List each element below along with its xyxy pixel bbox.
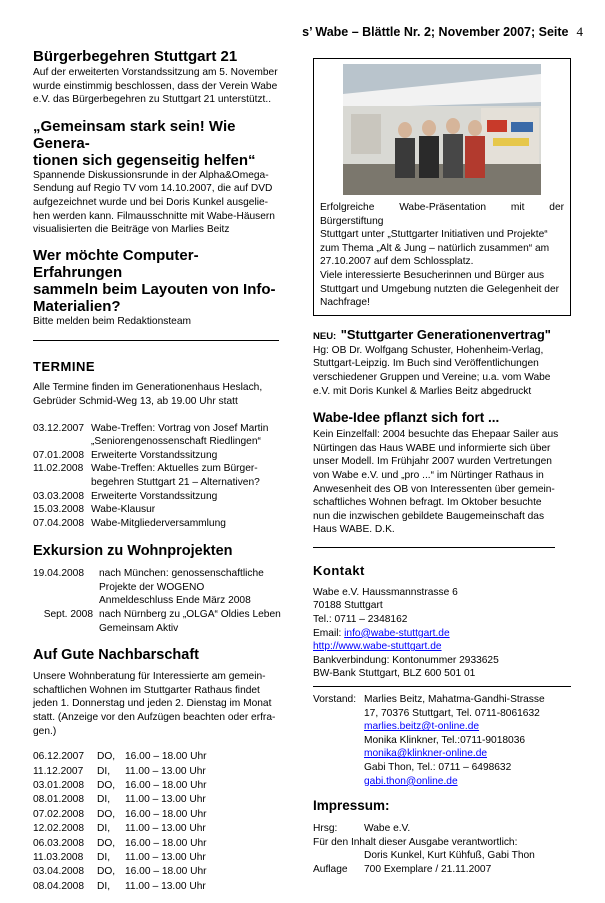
schedule-day: DI, xyxy=(97,852,111,864)
auflage-row xyxy=(313,863,571,877)
schedule-row xyxy=(33,765,287,779)
caption-line: Erfolgreiche Wabe-Präsentation mit der Bürgerstiftung xyxy=(320,202,564,227)
vorstand-list xyxy=(364,693,571,788)
list-item xyxy=(33,608,287,622)
item-text: nach Nürnberg zu „OLGA“ Oldies Leben xyxy=(99,609,281,621)
event-photo xyxy=(343,64,541,195)
text-line: von Wabe e.V. und „pro ...“ im Nürtinger Rathaus in xyxy=(313,469,544,481)
buergerbegehren-text xyxy=(33,66,287,107)
schedule-date: 12.02.2008 xyxy=(33,823,84,835)
schedule-row xyxy=(33,880,287,894)
text-line: Gebrüder Schmid-Weg 13, ab 19.00 Uhr statt xyxy=(33,395,238,407)
text-line: visualisierten die Beiträge von Marlies Beitz xyxy=(33,224,230,236)
schedule-day: DO, xyxy=(97,808,116,820)
left-column xyxy=(33,48,287,894)
beratung-schedule xyxy=(33,750,287,894)
schedule-row xyxy=(33,793,287,807)
vertrag-text xyxy=(313,344,571,398)
text-line: e.V. das Bürgerbegehren zu Stuttgart 21 unterstützt.. xyxy=(33,94,272,106)
caption-line: zum Thema „Alt & Jung – natürlich zusammen“ am xyxy=(320,242,550,254)
header-title: s’ Wabe – Blättle Nr. 2; November 2007; Seite xyxy=(302,25,569,39)
vorstand-label: Vorstand: xyxy=(313,694,357,706)
auflage-label: Auflage xyxy=(313,863,348,875)
title-line: Wer möchte Computer-Erfahrungen xyxy=(33,246,199,281)
exkursion-title: Exkursion zu Wohnprojekten xyxy=(33,543,233,560)
schedule-row xyxy=(33,779,287,793)
item-text: nach München: genossenschaftliche xyxy=(99,568,264,580)
email-link[interactable]: gabi.thon@online.de xyxy=(364,775,458,787)
schedule-date: 03.04.2008 xyxy=(33,866,84,878)
caption-line: 27.10.2007 auf dem Schlossplatz. xyxy=(320,256,474,268)
text-line: Wabe e.V. Haussmannstrasse 6 xyxy=(313,586,458,598)
text-line: statt. (Anzeige vor den Aufzügen beachten oder erfra- xyxy=(33,712,276,724)
item-text: Gemeinsam Aktiv xyxy=(99,622,179,634)
termine-title: TERMINE xyxy=(33,359,95,375)
schedule-time: 16.00 – 18.00 Uhr xyxy=(125,866,207,878)
title-line: sammeln beim Layouten von Info- xyxy=(33,280,276,298)
email-link[interactable]: marlies.beitz@t-online.de xyxy=(364,721,480,733)
title-line: tionen sich gegenseitig helfen“ xyxy=(33,151,256,169)
text-line: schaftlichen Wohnen im Stuttgarter Rathaus findet xyxy=(33,684,260,696)
gemeinsam-section xyxy=(33,118,287,237)
list-item xyxy=(33,567,287,581)
title-line: Materialien? xyxy=(33,297,121,315)
item-text: Wabe-Mitgliederversammlung xyxy=(91,517,226,529)
text-line: Anwesenheit des OB von Interessenten über gemein- xyxy=(313,483,555,495)
schedule-date: 06.03.2008 xyxy=(33,837,84,849)
schedule-date: 07.02.2008 xyxy=(33,808,84,820)
item-text: Erweiterte Vorstandssitzung xyxy=(91,490,218,502)
termine-list xyxy=(33,422,287,531)
text-line: wurde einstimmig beschlossen, dass der Verein Wabe xyxy=(33,80,278,92)
schedule-row xyxy=(33,865,287,879)
nachbarschaft-title: Auf Gute Nachbarschaft xyxy=(33,647,199,664)
list-item xyxy=(33,490,287,504)
schedule-row xyxy=(33,750,287,764)
kontakt-title: Kontakt xyxy=(313,562,365,578)
schedule-row xyxy=(33,822,287,836)
vorstand-line: Gabi Thon, Tel.: 0711 – 6498632 xyxy=(364,762,512,773)
idee-section xyxy=(313,410,571,537)
email-line xyxy=(313,627,571,641)
caption-line: Viele interessierte Besucherinnen und Bürger aus xyxy=(320,269,545,281)
list-item xyxy=(33,462,287,476)
schedule-time: 11.00 – 13.00 Uhr xyxy=(125,880,206,892)
schedule-time: 16.00 – 18.00 Uhr xyxy=(125,837,207,849)
text-line: Kein Einzelfall: 2004 besuchte das Ehepaar Sailer aus xyxy=(313,429,559,441)
text-line: Bankverbindung: Kontonummer 2933625 xyxy=(313,654,499,666)
impressum-title: Impressum: xyxy=(313,798,390,814)
text-line: unser Modell. Im Frühjahr 2007 wurden Vertretungen xyxy=(313,456,552,468)
schedule-day: DI, xyxy=(97,794,111,806)
item-date: 03.12.2007 xyxy=(33,422,84,434)
item-text: Projekte der WOGENO xyxy=(99,581,205,593)
item-date: 07.01.2008 xyxy=(33,449,84,461)
exkursion-list xyxy=(33,567,287,635)
schedule-time: 16.00 – 18.00 Uhr xyxy=(125,780,207,792)
vorstand-line: Monika Klinkner, Tel.:0711-9018036 xyxy=(364,734,526,746)
schedule-day: DI, xyxy=(97,823,111,835)
item-text: Erweiterte Vorstandssitzung xyxy=(91,449,218,461)
text-line: nun die inzwischen gebildete Baugemeinschaft das xyxy=(313,510,545,522)
item-text: Wabe-Treffen: Aktuelles zum Bürger- xyxy=(91,463,258,475)
schedule-day: DI, xyxy=(97,880,111,892)
schedule-day: DO, xyxy=(97,780,116,792)
schedule-day: DO, xyxy=(97,837,116,849)
schedule-day: DO, xyxy=(97,866,116,878)
title-line: „Gemeinsam stark sein! Wie Genera- xyxy=(33,117,236,152)
item-date: 11.02.2008 xyxy=(33,463,84,475)
list-item xyxy=(33,517,287,531)
nachbarschaft-text xyxy=(33,670,287,738)
schedule-time: 11.00 – 13.00 Uhr xyxy=(125,794,206,806)
email-link[interactable]: info@wabe-stuttgart.de xyxy=(344,627,450,639)
item-text: „Seniorengenossenschaft Riedlingen“ xyxy=(91,436,261,448)
computer-text: Bitte melden beim Redaktionsteam xyxy=(33,315,191,327)
item-text: Anmeldeschluss Ende März 2008 xyxy=(99,595,251,607)
schedule-date: 06.12.2007 xyxy=(33,751,84,763)
item-date: 07.04.2008 xyxy=(33,517,84,529)
item-text: begehren Stuttgart 21 – Alternativen? xyxy=(91,476,260,488)
computer-section xyxy=(33,247,287,329)
impressum-block xyxy=(313,822,571,876)
item-text: Wabe-Klausur xyxy=(91,504,156,516)
vertrag-heading: "Stuttgarter Generationenvertrag" xyxy=(340,326,551,342)
schedule-row xyxy=(33,851,287,865)
text-line: Hg: OB Dr. Wolfgang Schuster, Hohenheim-Verlag, xyxy=(313,344,544,356)
right-column xyxy=(313,58,571,877)
text-line: Alle Termine finden im Generationenhaus Heslach, xyxy=(33,382,263,394)
text-line: aufgezeichnet wurde und bei Doris Kunkel ausgelie- xyxy=(33,196,269,208)
item-text: Wabe-Treffen: Vortrag von Josef Martin xyxy=(91,422,269,434)
schedule-time: 11.00 – 13.00 Uhr xyxy=(125,823,206,835)
text-line: 70188 Stuttgart xyxy=(313,600,383,612)
buergerbegehren-title: Bürgerbegehren Stuttgart 21 xyxy=(33,48,238,65)
divider xyxy=(313,686,571,687)
vorstand-line: 17, 70376 Stuttgart, Tel. 0711-8061632 xyxy=(364,707,540,719)
schedule-time: 11.00 – 13.00 Uhr xyxy=(125,765,206,777)
photo-box xyxy=(313,58,571,316)
schedule-time: 16.00 – 18.00 Uhr xyxy=(125,808,207,820)
text-line: Tel.: 0711 – 2348162 xyxy=(313,614,408,626)
email-label: Email: xyxy=(313,627,342,639)
text-line: BW-Bank Stuttgart, BLZ 600 501 01 xyxy=(313,668,476,680)
item-date: Sept. 2008 xyxy=(43,609,93,621)
schedule-time: 11.00 – 13.00 Uhr xyxy=(125,852,206,864)
item-date: 19.04.2008 xyxy=(33,568,84,580)
hrsg-row xyxy=(313,822,571,836)
text-line: Auf der erweiterten Vorstandssitzung am 5. November xyxy=(33,67,278,78)
text-line: Nürtingen das Haus WABE und informierte sich über xyxy=(313,442,551,454)
idee-title: Wabe-Idee pflanzt sich fort ... xyxy=(313,410,500,426)
kontakt-block xyxy=(313,586,571,681)
schedule-row xyxy=(33,837,287,851)
text-line: Haus WABE. D.K. xyxy=(313,524,395,536)
text-line: Unsere Wohnberatung für Interessierte am gemein- xyxy=(33,671,266,683)
item-date: 03.03.2008 xyxy=(33,490,84,502)
email-link[interactable]: monika@klinkner-online.de xyxy=(364,748,488,760)
hrsg-value: Wabe e.V. xyxy=(364,823,411,835)
list-item xyxy=(33,503,287,517)
gemeinsam-title xyxy=(33,118,287,169)
caption-line: Stuttgart unter „Stuttgarter Initiativen und Projekte“ xyxy=(320,229,548,241)
auflage-value: 700 Exemplare / 21.11.2007 xyxy=(364,863,492,875)
schedule-date: 08.01.2008 xyxy=(33,794,84,806)
text-line: Spannende Diskussionsrunde in der Alpha&Omega- xyxy=(33,169,269,181)
text-line: schaftliches Wohnen befragt. Im Oktober besuchte xyxy=(313,497,542,509)
website-link[interactable]: http://www.wabe-stuttgart.de xyxy=(313,641,442,653)
schedule-time: 16.00 – 18.00 Uhr xyxy=(125,751,207,763)
list-item xyxy=(33,422,287,436)
text-line: gen.) xyxy=(33,725,57,737)
termine-intro xyxy=(33,381,287,408)
text-line: hen werden kann. Filmausschnitte mit Wabe-Häusern xyxy=(33,210,275,222)
schedule-day: DO, xyxy=(97,751,116,763)
vertrag-title xyxy=(313,326,571,344)
divider xyxy=(33,340,279,341)
page-header xyxy=(302,24,583,40)
divider xyxy=(313,547,555,548)
schedule-row xyxy=(33,808,287,822)
photo-illustration xyxy=(343,64,541,195)
text-line: e.V. mit Doris Kunkel & Marlies Beitz abgedruckt xyxy=(313,385,532,397)
text-line: Für den Inhalt dieser Ausgabe verantwortlich: xyxy=(313,836,518,848)
text-line: Doris Kunkel, Kurt Kühfuß, Gabi Thon xyxy=(364,850,535,862)
schedule-date: 11.03.2008 xyxy=(33,852,84,864)
vorstand-block xyxy=(313,693,571,788)
schedule-date: 08.04.2008 xyxy=(33,880,84,892)
vorstand-line: Marlies Beitz, Mahatma-Gandhi-Strasse xyxy=(364,694,545,706)
caption-line: Stuttgart und Umgebung nutzten die Gelegenheit der xyxy=(320,283,560,295)
page-number: 4 xyxy=(576,24,583,39)
hrsg-label: Hrsg: xyxy=(313,823,338,835)
text-line: jeden 1. Donnerstag und jeden 2. Dienstag im Monat xyxy=(33,698,272,710)
idee-text xyxy=(313,428,571,537)
text-line: Stuttgart-Leipzig. Im Buch sind Veröffentlichungen xyxy=(313,358,539,370)
schedule-day: DI, xyxy=(97,765,111,777)
schedule-date: 11.12.2007 xyxy=(33,765,84,777)
item-date: 15.03.2008 xyxy=(33,504,84,516)
schedule-date: 03.01.2008 xyxy=(33,780,84,792)
photo-caption xyxy=(320,201,564,310)
list-item xyxy=(33,449,287,463)
text-line: Sendung auf Regio TV vom 14.10.2007, die auf DVD xyxy=(33,183,273,195)
caption-line: Nachfrage! xyxy=(320,297,370,309)
computer-title xyxy=(33,247,287,315)
text-line: verschiedener Gruppen und Vereine; u.a. vom Wabe xyxy=(313,371,551,383)
neu-label: NEU: xyxy=(313,330,337,342)
vertrag-section xyxy=(313,326,571,398)
